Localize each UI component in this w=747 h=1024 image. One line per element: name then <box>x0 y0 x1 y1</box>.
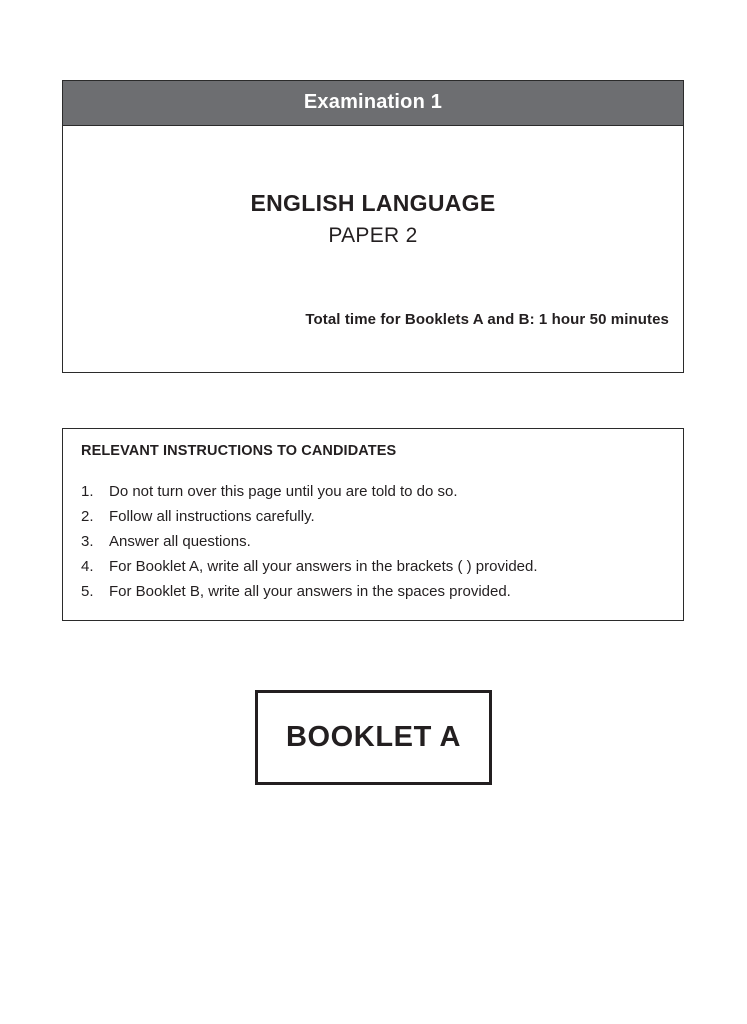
instructions-box <box>62 428 684 621</box>
instruction-text: Follow all instructions carefully. <box>109 508 315 525</box>
exam-title-card <box>62 80 684 373</box>
instruction-number: 4. <box>81 558 94 575</box>
list-item <box>73 529 665 554</box>
instructions-list <box>73 479 665 604</box>
exam-banner-title: Examination 1 <box>63 81 683 126</box>
instruction-text: For Booklet A, write all your answers in the brackets ( ) provided. <box>109 558 538 575</box>
instruction-number: 3. <box>81 533 94 550</box>
instruction-text: Do not turn over this page until you are told to do so. <box>109 483 458 500</box>
instruction-text: For Booklet B, write all your answers in the spaces provided. <box>109 583 511 600</box>
exam-paper-number: PAPER 2 <box>328 224 418 247</box>
instructions-title: RELEVANT INSTRUCTIONS TO CANDIDATES <box>81 443 397 459</box>
instruction-number: 5. <box>81 583 94 600</box>
booklet-label: BOOKLET A <box>285 721 462 753</box>
exam-card-body <box>63 126 683 372</box>
booklet-box <box>255 690 492 785</box>
list-item <box>73 554 665 579</box>
list-item <box>73 504 665 529</box>
exam-total-time: Total time for Booklets A and B: 1 hour 50 minutes <box>305 311 669 328</box>
list-item <box>73 579 665 604</box>
instruction-text: Answer all questions. <box>109 533 251 550</box>
instruction-number: 1. <box>81 483 94 500</box>
exam-subject: ENGLISH LANGUAGE <box>250 190 496 216</box>
list-item <box>73 479 665 504</box>
instruction-number: 2. <box>81 508 94 525</box>
